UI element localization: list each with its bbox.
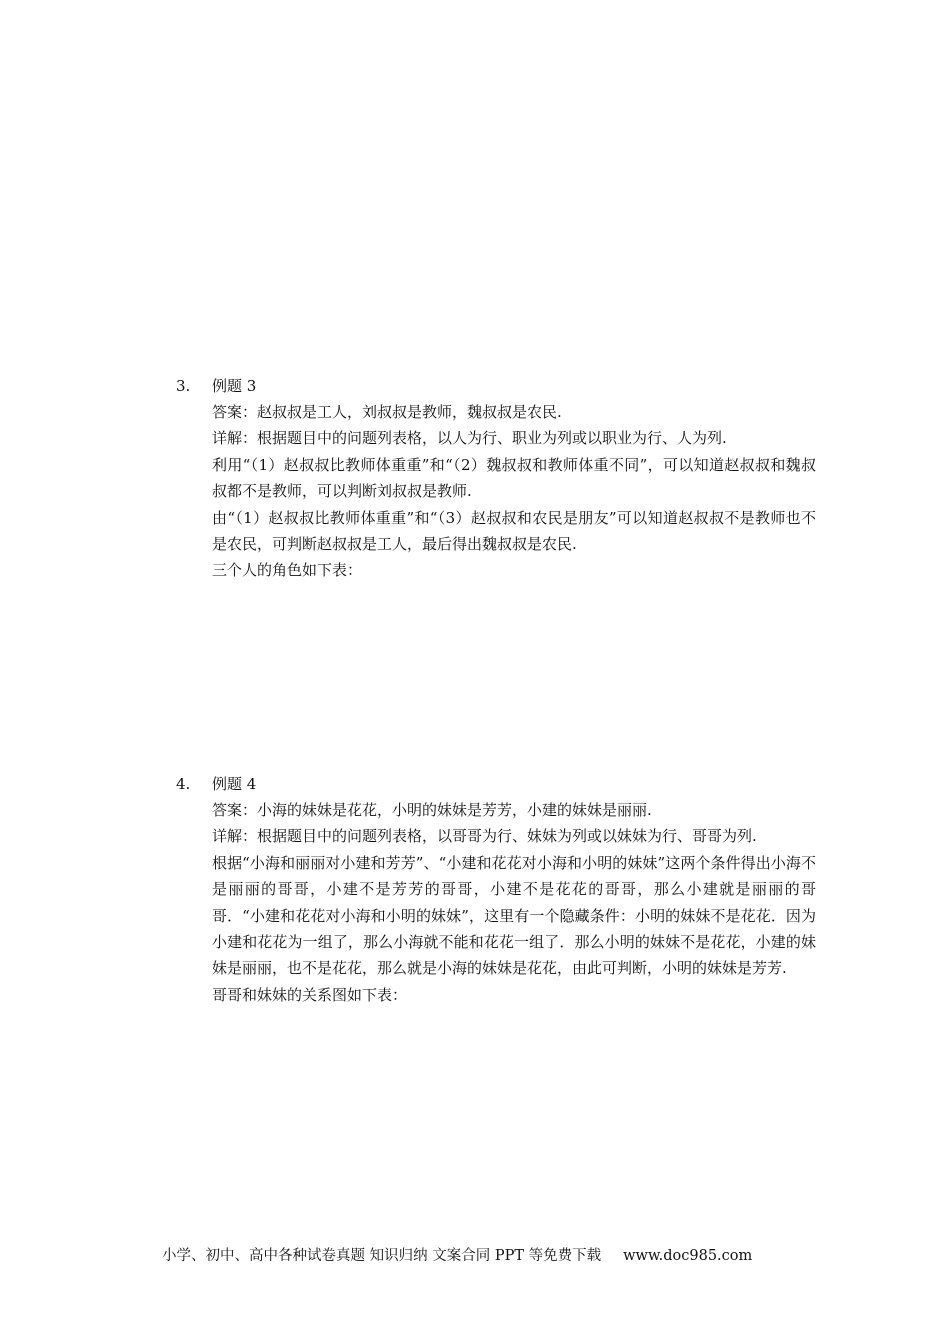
example-body — [176, 399, 816, 584]
explanation-paragraph: 由“（1）赵叔叔比教师体重重”和“（3）赵叔叔和农民是朋友”可以知道赵叔叔不是教师也不是农民，可判断赵叔叔是工人，最后得出魏叔叔是农民. — [212, 508, 816, 554]
example-body — [176, 797, 816, 1008]
explanation-paragraph: 利用“（1）赵叔叔比教师体重重”和“（2）魏叔叔和教师体重不同”，可以知道赵叔叔和魏叔叔都不是教师，可以判断刘叔叔是教师. — [212, 455, 816, 501]
example-4 — [176, 771, 816, 1008]
table-intro-text: 三个人的角色如下表： — [212, 561, 363, 580]
example-3 — [176, 373, 816, 584]
explanation-paragraph: 根据“小海和丽丽对小建和芳芳”、“小建和花花对小海和小明的妹妹”这两个条件得出小海不是丽丽的哥哥，小建不是芳芳的哥哥，小建不是花花的哥哥，那么小建就是丽丽的哥哥．“小建和花花对小海和小明的妹妹”，这里有一个隐藏条件：小明的妹妹不是花花．因为小建和花花为一组了，那么小海就不能和花花一组了．那么小明的妹妹不是花花，小建的妹妹是丽丽，也不是花花，那么就是小海的妹妹是花花，由此可判断，小明的妹妹是芳芳. — [212, 853, 816, 978]
example-number: 4. — [176, 775, 191, 793]
page-footer — [162, 1245, 802, 1267]
explanation-text: 详解：根据题目中的问题列表格，以人为行、职业为列或以职业为行、人为列. — [212, 429, 727, 448]
footer-site-link[interactable]: www.doc985.com — [623, 1248, 753, 1264]
answer-text: 答案：小海的妹妹是花花，小明的妹妹是芳芳，小建的妹妹是丽丽. — [212, 801, 652, 819]
example-title: 例题 4 — [212, 775, 257, 793]
example-number: 3. — [176, 377, 191, 395]
table-intro-text: 哥哥和妹妹的关系图如下表： — [212, 985, 408, 1004]
answer-text: 答案：赵叔叔是工人，刘叔叔是教师，魏叔叔是农民. — [212, 403, 562, 421]
example-title: 例题 3 — [212, 377, 257, 395]
example-heading — [176, 771, 816, 797]
explanation-text: 详解：根据题目中的问题列表格，以哥哥为行、妹妹为列或以妹妹为行、哥哥为列. — [212, 827, 757, 846]
footer-text: 小学、初中、高中各种试卷真题 知识归纳 文案合同 PPT 等免费下载 — [162, 1248, 602, 1264]
example-heading — [176, 373, 816, 399]
